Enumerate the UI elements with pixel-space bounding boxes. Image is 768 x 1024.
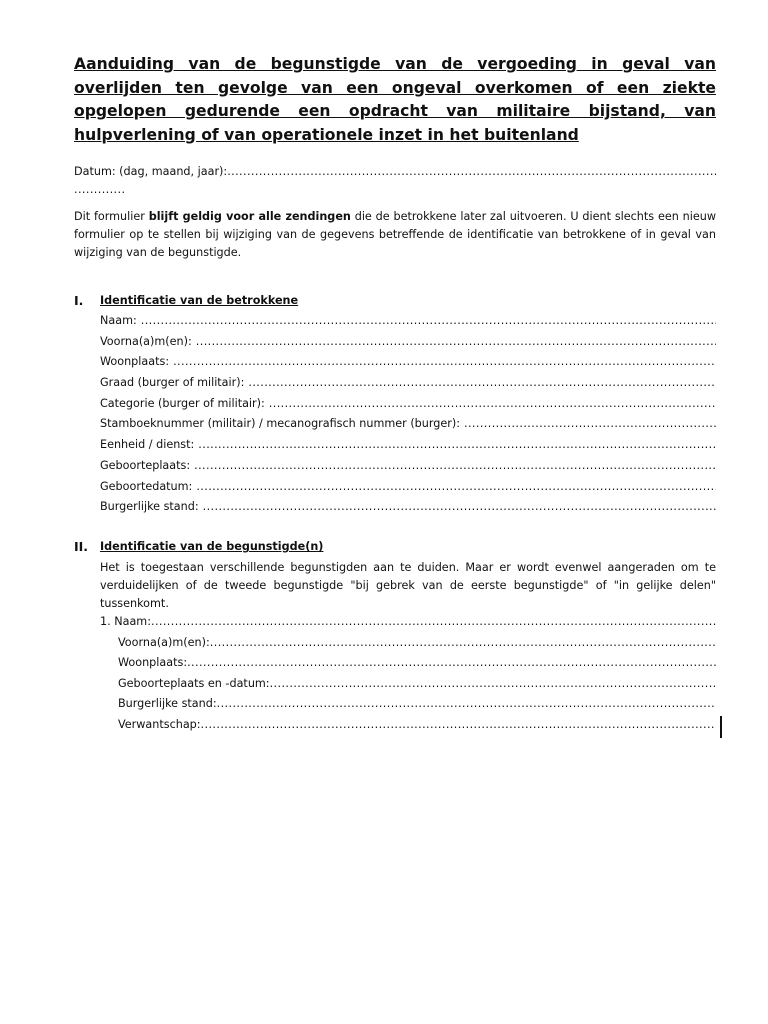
- field-voornamen[interactable]: Voorna(a)m(en): .....: [100, 332, 716, 353]
- section-2-number: II.: [74, 539, 89, 554]
- beneficiary-woonplaats[interactable]: Woonplaats: .....: [100, 653, 716, 674]
- fill-line[interactable]: [196, 332, 716, 353]
- section-1-number: I.: [74, 293, 84, 308]
- date-label: Datum: (dag, maand, jaar):: [74, 165, 228, 178]
- beneficiary-naam[interactable]: 1. Naam: .....: [100, 612, 716, 633]
- date-fill-continuation[interactable]: .............: [74, 183, 126, 196]
- fill-line[interactable]: [210, 633, 716, 654]
- fill-line[interactable]: [194, 456, 716, 477]
- field-geboortedatum[interactable]: Geboortedatum: .....: [100, 477, 716, 498]
- fill-line[interactable]: [141, 311, 716, 332]
- fill-line[interactable]: [464, 414, 716, 435]
- fill-line[interactable]: [201, 715, 716, 736]
- intro-paragraph: Dit formulier blijft geldig voor alle zendingen die de betrokkene later zal uitvoeren. U dient slechts een nieuw formulier op te stellen bij wijziging van de gegevens betreffende de identificatie van betrokkene of in geval van wijziging van de begunstigde.: [74, 210, 716, 259]
- field-eenheid[interactable]: Eenheid / dienst: .....: [100, 435, 716, 456]
- document-title: Aanduiding van de begunstigde van de vergoeding in geval van overlijden ten gevolge van een ongeval overkomen of een ziekte opgelopen gedurende een opdracht van militaire bijstand, van hulpverlening of van operationele inzet in het buitenland: [74, 55, 716, 144]
- fill-line[interactable]: [270, 674, 716, 695]
- text-cursor-bar: [720, 716, 722, 738]
- intro-emphasis: blijft geldig voor alle zendingen: [148, 210, 351, 223]
- section-2-title: Identificatie van de begunstigde(n): [100, 540, 324, 553]
- section-2-paragraph: Het is toegestaan verschillende begunstigden aan te duiden. Maar er wordt evenwel aangeraden om te verduidelijken of de tweede begunstigde "bij gebrek van de eerste begunstigde" of "in gelijke delen" tussenkomt.: [100, 561, 716, 610]
- beneficiary-voornamen[interactable]: Voorna(a)m(en): .....: [100, 633, 716, 654]
- fill-line[interactable]: [187, 653, 716, 674]
- section-1-heading: [74, 292, 298, 310]
- field-categorie[interactable]: Categorie (burger of militair): .....: [100, 394, 716, 415]
- section-1-fields: [100, 311, 716, 518]
- fill-line[interactable]: [173, 352, 716, 373]
- fill-line[interactable]: [217, 694, 716, 715]
- beneficiary-geboorteplaats-datum[interactable]: Geboorteplaats en -datum: .....: [100, 674, 716, 695]
- fill-line[interactable]: [269, 394, 716, 415]
- beneficiary-burgerlijke-stand[interactable]: Burgerlijke stand: .....: [100, 694, 716, 715]
- field-naam[interactable]: Naam: .....: [100, 311, 716, 332]
- beneficiary-verwantschap[interactable]: Verwantschap: .....: [100, 715, 716, 736]
- fill-line[interactable]: [198, 435, 716, 456]
- field-woonplaats[interactable]: Woonplaats: .....: [100, 352, 716, 373]
- field-stamboeknummer[interactable]: Stamboeknummer (militair) / mecanografisch nummer (burger): .....: [100, 414, 716, 435]
- field-geboorteplaats[interactable]: Geboorteplaats: .....: [100, 456, 716, 477]
- fill-line[interactable]: [248, 373, 716, 394]
- field-graad[interactable]: Graad (burger of militair): .....: [100, 373, 716, 394]
- fill-line[interactable]: [203, 497, 716, 518]
- fill-line[interactable]: [151, 612, 716, 633]
- beneficiary-1-fields: [100, 612, 716, 735]
- fill-line[interactable]: [196, 477, 716, 498]
- date-fill-line[interactable]: [227, 163, 716, 181]
- section-1-title: Identificatie van de betrokkene: [100, 294, 299, 307]
- section-2-heading: [74, 538, 323, 556]
- field-burgerlijke-stand[interactable]: Burgerlijke stand: .....: [100, 497, 716, 518]
- date-field[interactable]: [74, 163, 716, 199]
